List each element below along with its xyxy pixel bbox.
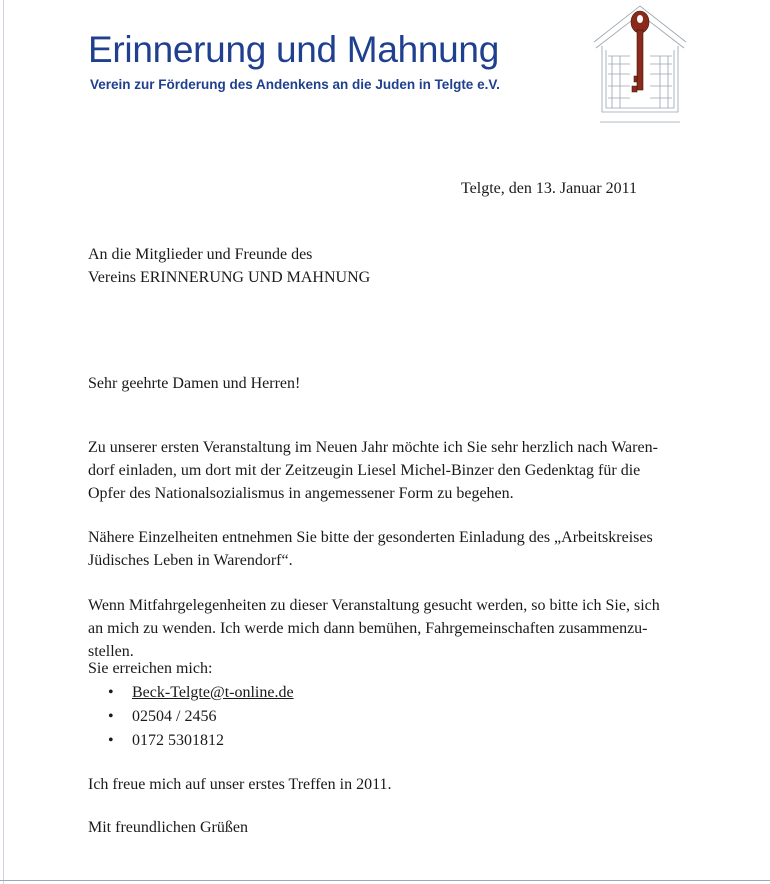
email-link[interactable]: Beck-Telgte@t-online.de [132,684,294,701]
paragraph-line: Nähere Einzelheiten entnehmen Sie bitte der gesonderten Einladung des „Arbeitskreises [88,529,653,546]
organization-subtitle: Verein zur Förderung des Andenkens an die Juden in Telgte e.V. [90,77,500,92]
paragraph-line: dorf einladen, um dort mit der Zeitzeugin Liesel Michel-Binzer den Gedenktag für die [88,462,641,479]
recipient-address [88,243,370,289]
organization-title: Erinnerung und Mahnung [88,29,499,70]
page-border-left [3,0,4,884]
contact-intro: Sie erreichen mich: [88,660,213,677]
paragraph-line: Opfer des Nationalsozialismus in angemessener Form zu begehen. [88,485,514,502]
paragraph-line: Zu unserer ersten Veranstaltung im Neuen Jahr möchte ich Sie sehr herzlich nach Waren- [88,439,658,456]
letter-date: Telgte, den 13. Januar 2011 [461,180,638,197]
contact-item-mobile: • 0172 5301812 [108,729,294,753]
carpool-paragraph [88,594,660,663]
signoff: Mit freundlichen Grüßen [88,819,248,836]
paragraph-line: an mich zu wenden. Ich werde mich dann bemühen, Fahrgemeinschaften zusammenzu- [88,620,648,637]
contact-list [108,681,294,753]
recipient-line: An die Mitglieder und Freunde des [88,246,313,263]
closing-line: Ich freue mich auf unser erstes Treffen in 2011. [88,776,392,793]
page-border-bottom [0,880,770,881]
house-with-key-icon [590,2,690,126]
paragraph-line: Wenn Mitfahrgelegenheiten zu dieser Veranstaltung gesucht werden, so bitte ich Sie, sich [88,597,660,614]
paragraph-line: Jüdisches Leben in Warendorf“. [88,552,293,569]
contact-item-phone: • 02504 / 2456 [108,705,294,729]
recipient-line: Vereins ERINNERUNG UND MAHNUNG [88,269,371,286]
paragraph-line: stellen. [88,643,134,660]
contact-item-email [108,681,294,705]
details-paragraph [88,526,653,572]
salutation: Sehr geehrte Damen und Herren! [88,375,301,392]
invitation-paragraph [88,436,658,505]
